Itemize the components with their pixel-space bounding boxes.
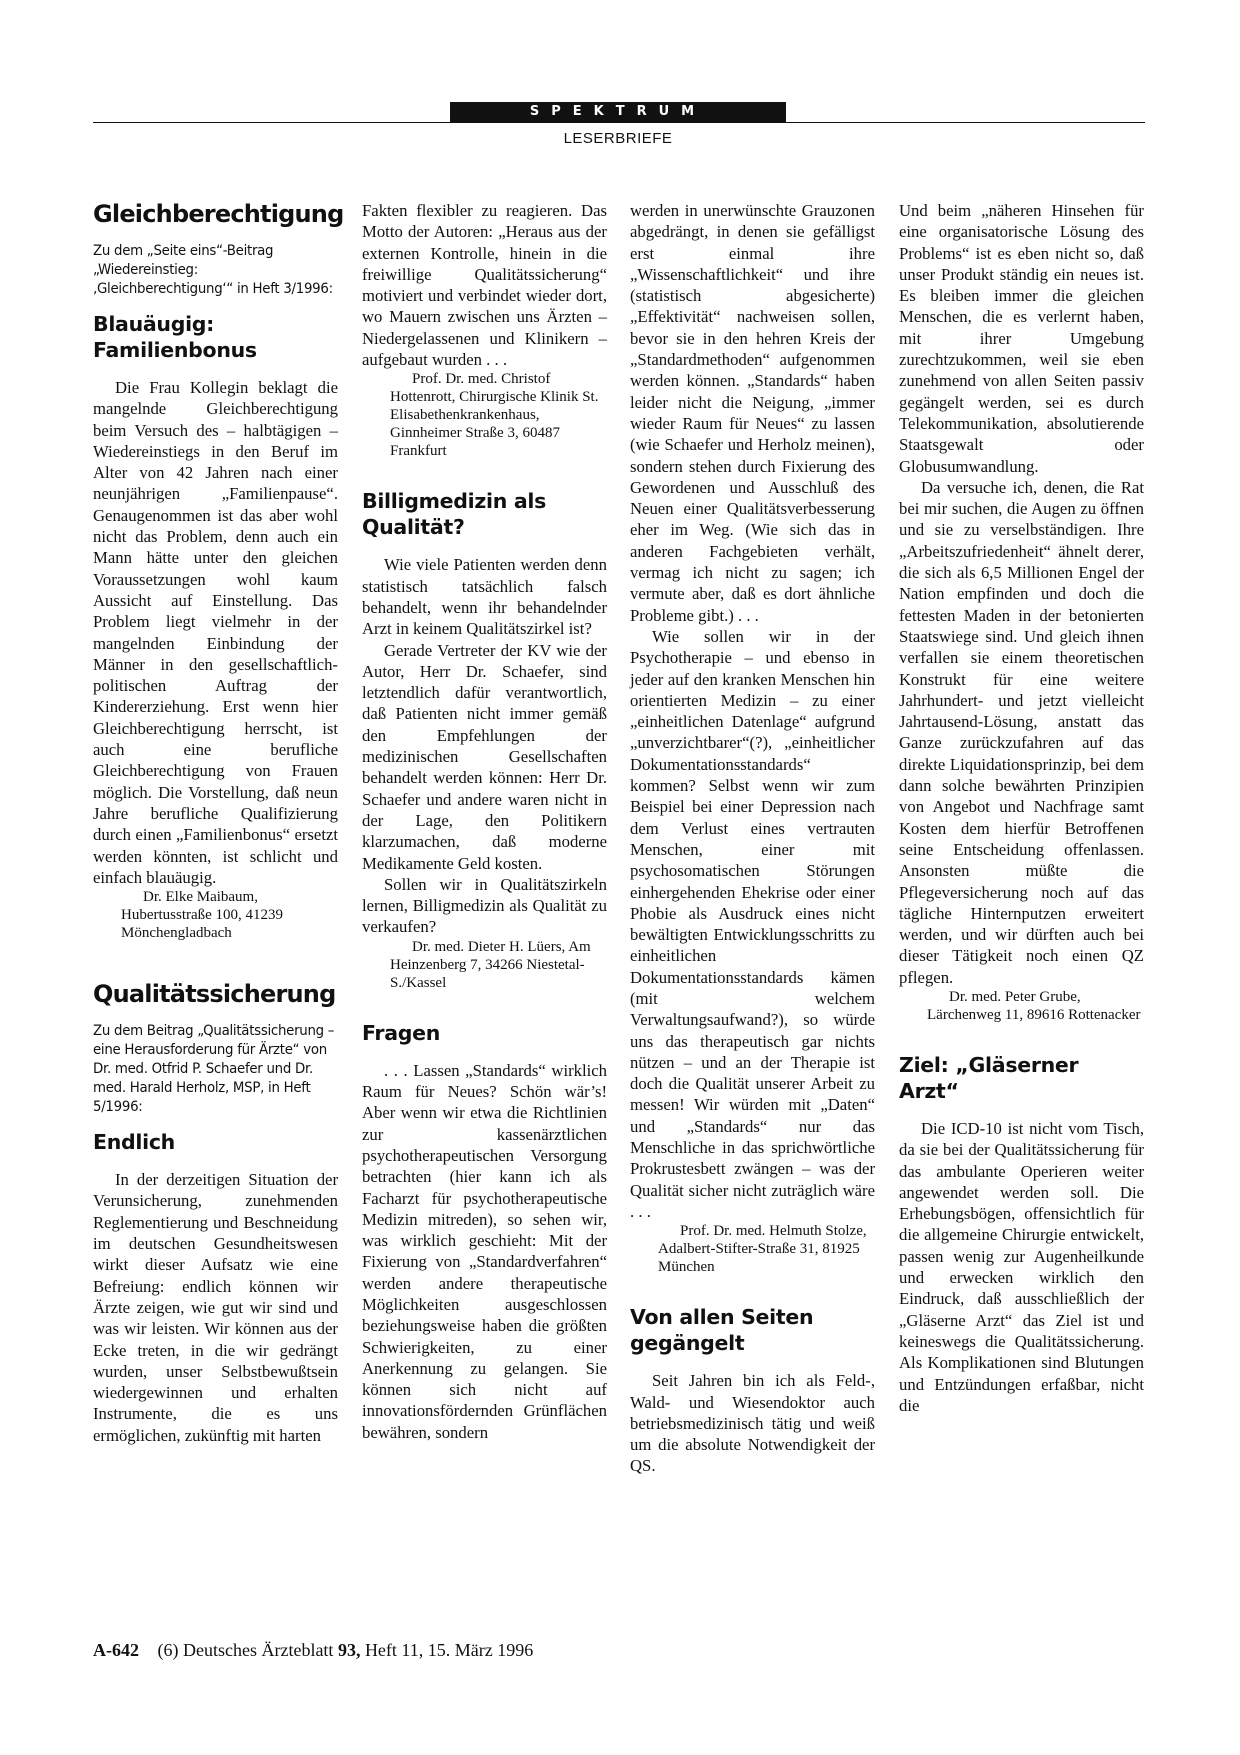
letter-body: Fakten flexibler zu reagieren. Das Motto der Autoren: „Heraus aus der externen Kontrolle, hinein in die freiwillige Qualitätssicherung“ motiviert und verbindet wieder dort, wo Mauern zwischen uns Ärzten – Niedergelassenen und Klinikern – aufgebaut wurden . . . [362, 201, 607, 370]
topic-title-qualitaetssicherung: Qualitätssicherung [93, 980, 336, 1009]
page-number: A-642 [93, 1640, 139, 1660]
letter-body: Wie viele Patienten werden denn statistisch tatsächlich falsch behandelt, wenn ihr behandelnder Arzt in keinem Qualitätszirkel ist? [362, 555, 607, 639]
letter-signature: Dr. Elke Maibaum, Hubertusstraße 100, 41239 Mönchengladbach [121, 889, 284, 942]
column-3 [630, 200, 875, 1477]
citation-prefix: (6) Deutsches Ärzteblatt [157, 1640, 334, 1660]
citation-volume: 93, [337, 1640, 361, 1660]
letter-body: . . . Lassen „Standards“ wirklich Raum für Neues? Schön wär’s! Aber wenn wir etwa die Richtlinien zur kassenärztlichen psychotherapeutischen Versorgung betrachten (hier kann ich als Facharzt für psychotherapeutische Medizin mitreden), so sehen wir, was wirklich geschieht: Mit der Fixierung von „Standardverfahren“ werden andere therapeutische Möglichkeiten ausgeschlossen beziehungsweise haben die größten Schwierigkeiten, zu einer Anerkennung zu gelangen. Sie können sich nicht auf innovationsfördernden Grünflächen bewähren, sondern [362, 1060, 607, 1442]
header-rule [93, 122, 1145, 123]
letter-heading: Ziel: „Gläserner Arzt“ [899, 1052, 1079, 1103]
letter-signature: Dr. med. Dieter H. Lüers, Am Heinzenberg 7, 34266 Niestetal-S./Kassel [390, 938, 591, 991]
letter-body: Wie sollen wir in der Psychotherapie – und ebenso in jeder auf den kranken Menschen hin orientierten Medizin – zu einer „einheitlichen Datenlage“ aufgrund „unverzichtbarer“(?), „einheitlicher Dokumentationsstandards“ kommen? Selbst wenn wir zum Beispiel bei einer Depression nach dem Verlust eines vertrauten Menschen, einer mit psychosomatischen Störungen einhergehenden Ehekrise oder einer Phobie als Ausdruck eines nicht bewältigten Entwicklungsschritts zu einheitlichen Dokumentationsstandards kämen (mit welchem Verwaltungsaufwand?), so würde uns das therapeutisch gar nichts nützen – und an der Therapie ist doch die Qualität unserer Arbeit zu messen! Wir würden mit „Daten“ und „Standards“ nur das Menschliche in das sprichwörtliche Prokrustesbett zwängen – was der Qualität sicher nicht zuträglich wäre . . . [630, 626, 875, 1221]
column-1 [93, 200, 344, 1446]
letter-body: Und beim „näheren Hinsehen für eine organisatorische Lösung des Problems“ ist es eben nicht so, daß unser Produkt ständig ein neues ist. Es bleiben immer die gleichen Menschen, die es verlernt haben, mit ihrer Umgebung zurechtzukommen, weil sie eben zunehmend von allen Seiten passiv gegängelt werden, sei es durch Telekommunikation, absolutierende Staatsgewalt oder Globusumwandlung. [899, 201, 1144, 476]
letter-heading: Blauäugig: Familienbonus [93, 312, 257, 362]
topic-reference: Zu dem „Seite eins“-Beitrag „Wiedereinstieg: ‚Gleichberechtigung‘“ in Heft 3/1996: [93, 243, 333, 297]
topic-title-gleichberechtigung: Gleichberechtigung [93, 200, 344, 228]
page-footer [93, 1640, 533, 1661]
column-4 [899, 200, 1144, 1416]
section-banner: SPEKTRUM [450, 102, 786, 122]
letter-body: Die Frau Kollegin beklagt die mangelnde Gleichberechtigung beim Versuch des – halbtägigen – Wiedereinstiegs in den Beruf im Alter von 42 Jahren nach einer neunjährigen „Familienpause“. Genaugenommen ist das aber wohl nicht das Problem, denn auch ein Mann hätte unter den gleichen Voraussetzungen wohl kaum Aussicht auf Einstellung. Das Problem liegt vielmehr in der mangelnden Einbindung der Männer in den gesellschaftlich-politischen Auftrag der Kindererziehung. Erst wenn hier Gleichberechtigung herrscht, ist auch eine berufliche Gleichberechtigung von Frauen möglich. Die Vorstellung, daß neun Jahre berufliche Qualifizierung durch einen „Familienbonus“ ersetzt werden könnten, ist schlicht und einfach blauäugig. [93, 378, 338, 887]
citation-suffix: Heft 11, 15. März 1996 [364, 1640, 534, 1660]
letter-body: Da versuche ich, denen, die Rat bei mir suchen, die Augen zu öffnen und sie zu verselbständigen. Ihre „Arbeitszufriedenheit“ ähnelt derer, die sich als 6,5 Millionen Engel der Nation empfinden und doch die fettesten Maden in der betonierten Staatswiege sind. Und gleich ihnen verfallen sie einem theoretischen Konstrukt für eine weitere Jahrhundert- und jetzt vielleicht Jahrtausend-Lösung, anstatt das Ganze zurückzufahren auf das direkte Liquidationsprinzip, bei dem dann solche bewährten Prinzipien von Angebot und Nachfrage samt Kosten dem hierfür Betroffenen seine Entscheidung offenlassen. Ansonsten müßte die Pflegeversicherung noch auf das tägliche Hinternputzen erweitert werden, und wir dürften auch bei dieser Tätigkeit noch einen QZ pflegen. [899, 477, 1144, 987]
section-label: LESERBRIEFE [563, 130, 673, 147]
letter-signature: Prof. Dr. med. Helmuth Stolze, Adalbert-Stifter-Straße 31, 81925 München [658, 1223, 867, 1276]
letter-signature: Prof. Dr. med. Christof Hottenrott, Chirurgische Klinik St. Elisabethenkrankenhaus, Ginnheimer Straße 3, 60487 Frankfurt [390, 371, 599, 460]
letter-heading: Billigmedizin als Qualität? [362, 489, 547, 540]
letter-body: Die ICD-10 ist nicht vom Tisch, da sie bei der Qualitätssicherung für das ambulante Operieren weiter angewendet werden soll. Die Erhebungsbögen, offensichtlich für die allgemeine Chirurgie entwickelt, passen wenig zur Augenheilkunde und erwecken wirklich den Eindruck, daß ausschließlich der „Gläserne Arzt“ das Ziel ist und keineswegs die Qualitätssicherung. Als Komplikationen sind Blutungen und Entzündungen erfaßbar, nicht die [899, 1118, 1144, 1415]
letter-heading: Endlich [93, 1130, 175, 1155]
letter-heading: Fragen [362, 1020, 441, 1045]
letter-body: Gerade Vertreter der KV wie der Autor, Herr Dr. Schaefer, sind letztendlich dafür verantwortlich, daß Patienten nicht immer gemäß den Empfehlungen der medizinischen Gesellschaften behandelt werden können: Herr Dr. Schaefer und andere waren nicht in der Lage, den Politikern klarzumachen, daß moderne Medikamente Geld kosten. [362, 640, 607, 873]
letter-body: Sollen wir in Qualitätszirkeln lernen, Billigmedizin als Qualität zu verkaufen? [362, 874, 607, 937]
column-2 [362, 200, 607, 1443]
letter-heading: Von allen Seiten gegängelt [630, 1305, 814, 1356]
letter-body: werden in unerwünschte Grauzonen abgedrängt, in denen sie gefälligst erst einmal ihre „Wissenschaftlichkeit“ und ihre (statistisch abgesicherte) „Effektivität“ nachweisen sollen, bevor sie in den hehren Kreis der „Standardmethoden“ aufgenommen werden können. „Standards“ haben leider nicht die Neigung, „immer wieder Raum für Neues“ zu lassen (wie Schaefer und Herholz meinen), sondern stehen durch Fixierung des Gewordenen und Ausschluß des Neuen einer Qualitätsverbesserung eher im Weg. (Wie sich das in anderen Fachgebieten verhält, vermag ich nicht zu sagen; ich vermute aber, daß es dort ähnliche Probleme gibt.) . . . [630, 201, 875, 625]
letter-body: Seit Jahren bin ich als Feld-, Wald- und Wiesendoktor auch betriebsmedizinisch tätig und weiß um die absolute Notwendigkeit der QS. [630, 1371, 875, 1476]
topic-reference: Zu dem Beitrag „Qualitätssicherung – eine Herausforderung für Ärzte“ von Dr. med. Otfrid P. Schaefer und Dr. med. Harald Herholz, MSP, in Heft 5/1996: [93, 1023, 335, 1116]
letter-body: In der derzeitigen Situation der Verunsicherung, zunehmenden Reglementierung und Beschneidung im deutschen Gesundheitswesen wirkt dieser Aufsatz wie eine Befreiung: endlich können wir Ärzte zeigen, wie gut wir sind und was wir leisten. Wir können aus der Ecke treten, in die wir gedrängt wurden, unser Selbstbewußtsein wiedergewinnen und erhalten Instrumente, die es uns ermöglichen, zukünftig mit harten [93, 1170, 338, 1445]
letter-signature: Dr. med. Peter Grube, Lärchenweg 11, 89616 Rottenacker [927, 988, 1141, 1023]
